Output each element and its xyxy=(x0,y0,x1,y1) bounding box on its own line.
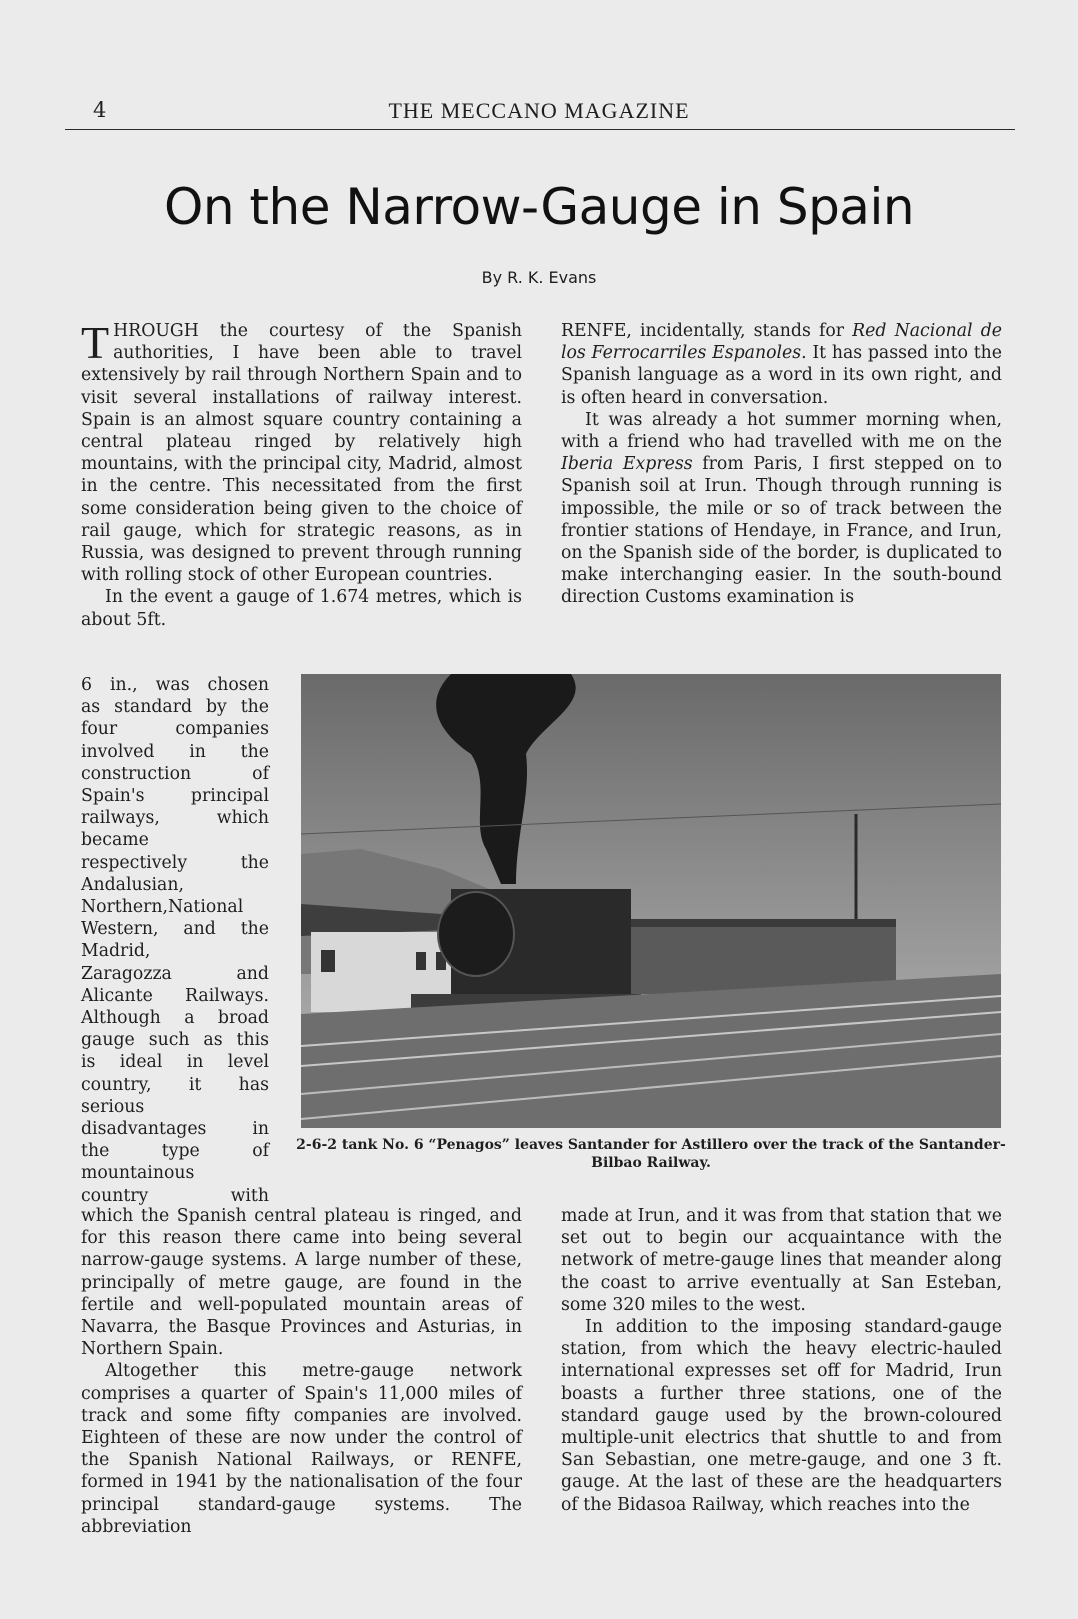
text-line: Spain's principal xyxy=(81,786,269,807)
italic-text: Red Nacional de los Ferrocarriles Espanoles. xyxy=(561,321,1002,364)
text-line: became xyxy=(81,830,149,851)
text-line: country with xyxy=(81,1185,269,1206)
text-line: four companies xyxy=(81,719,269,740)
text-line: involved in the xyxy=(81,741,269,762)
drop-cap: T xyxy=(81,317,110,368)
text-line: the type of xyxy=(81,1141,269,1162)
text-line: respectively the xyxy=(81,852,269,873)
locomotive-photo xyxy=(301,674,1001,1128)
photo-caption: 2-6-2 tank No. 6 “Penagos” leaves Santander for Astillero over the track of the Santander-Bilbao Railway. xyxy=(296,1137,1006,1171)
paragraph-text: from Paris, I first stepped on to Spanish soil at Irun. Though through running is impossible, the mile or so of track between the frontier stations of Hendaye, in France, and Irun, on the Spanish side of the border, is duplicated to make interchanging easier. In the south-bound direction Customs examination is xyxy=(561,454,1002,608)
paragraph: In addition to the imposing standard-gauge station, from which the heavy electric-hauled international expresses set off for Madrid, Irun boasts a further three stations, one of the standard gauge used by the brown-coloured multiple-unit electrics that shuttle to and from San Sebastian, one metre-gauge, and one 3 ft. gauge. At the last of these are the headquarters of the Bidasoa Railway, which reaches into the xyxy=(561,1317,1002,1515)
text-line: serious xyxy=(81,1096,145,1117)
window xyxy=(416,952,426,970)
column-right-bottom xyxy=(561,1205,1002,1516)
column-right-top xyxy=(561,320,1002,609)
coach-roof xyxy=(626,919,896,927)
text-line: is ideal in level xyxy=(81,1052,269,1073)
running-head: THE MECCANO MAGAZINE xyxy=(388,98,690,123)
article-title: On the Narrow-Gauge in Spain xyxy=(163,178,915,236)
paragraph-text: It was already a hot summer morning when, with a friend who had travelled with me on the xyxy=(561,409,1002,453)
text-line: Madrid, xyxy=(81,941,151,962)
text-line: railways, which xyxy=(81,808,269,829)
photo-illustration xyxy=(301,674,1001,1128)
paragraph: made at Irun, and it was from that station that we set out to begin our acquaintance with the network of metre-gauge lines that meander along the coast to arrive eventually at San Esteban, some 320 miles to the west. xyxy=(561,1206,1002,1315)
text-line: disadvantages in xyxy=(81,1119,269,1140)
paragraph-text: RENFE, incidentally, stands for xyxy=(561,321,853,341)
text-line: Although a broad xyxy=(81,1008,269,1029)
text-line: Northern,National xyxy=(81,897,244,918)
text-line: construction of xyxy=(81,763,269,784)
paragraph-text: It has passed into the Spanish language as a word in its own right, and is often heard in conversation. xyxy=(561,343,1002,408)
page-number: 4 xyxy=(93,98,107,122)
paragraph-text: HROUGH the courtesy of the Spanish authorities, I have been able to travel extensively by rail through Northern Spain and to visit several installations of railway interest. Spain is an almost square country containing a central plateau ringed by relatively high mountains, with the principal city, Madrid, almost in the centre. This necessitated from the first some consideration being given to the choice of rail gauge, which for strategic reasons, as in Russia, was designed to prevent through running with rolling stock of other European countries. xyxy=(81,321,522,586)
text-line: Zaragozza and xyxy=(81,963,269,984)
paragraph xyxy=(561,409,1002,609)
italic-text: Iberia Express xyxy=(561,454,693,475)
text-line: as standard by the xyxy=(81,697,269,718)
window xyxy=(321,950,335,972)
paragraph: which the Spanish central plateau is ringed, and for this reason there came into being several narrow-gauge systems. A large number of these, principally of metre gauge, are found in the fertile and well-populated mountain areas of Navarra, the Basque Provinces and Asturias, in Northern Spain. xyxy=(81,1206,522,1360)
paragraph: In the event a gauge of 1.674 metres, which is about 5ft. xyxy=(81,587,522,630)
column-narrow-wrap xyxy=(81,674,269,1207)
column-left-top xyxy=(81,317,522,631)
text-line: Andalusian, xyxy=(81,874,184,895)
smokebox xyxy=(438,892,514,976)
header-rule xyxy=(65,129,1015,130)
text-line: mountainous xyxy=(81,1163,195,1184)
text-line: Western, and the xyxy=(81,919,269,940)
paragraph xyxy=(81,317,522,586)
text-line: Alicante Railways. xyxy=(81,985,269,1006)
text-line: 6 in., was chosen xyxy=(81,675,269,695)
text-line: country, it has xyxy=(81,1074,269,1095)
paragraph xyxy=(561,320,1002,409)
paragraph: Altogether this metre-gauge network comprises a quarter of Spain's 11,000 miles of track and some fifty companies are involved. Eighteen of these are now under the control of the Spanish National Railways, or RENFE, formed in 1941 by the nationalisation of the four principal standard-gauge systems. The abbreviation xyxy=(81,1361,522,1537)
byline: By R. K. Evans xyxy=(481,268,597,287)
column-left-bottom xyxy=(81,1205,522,1538)
text-line: gauge such as this xyxy=(81,1030,269,1051)
